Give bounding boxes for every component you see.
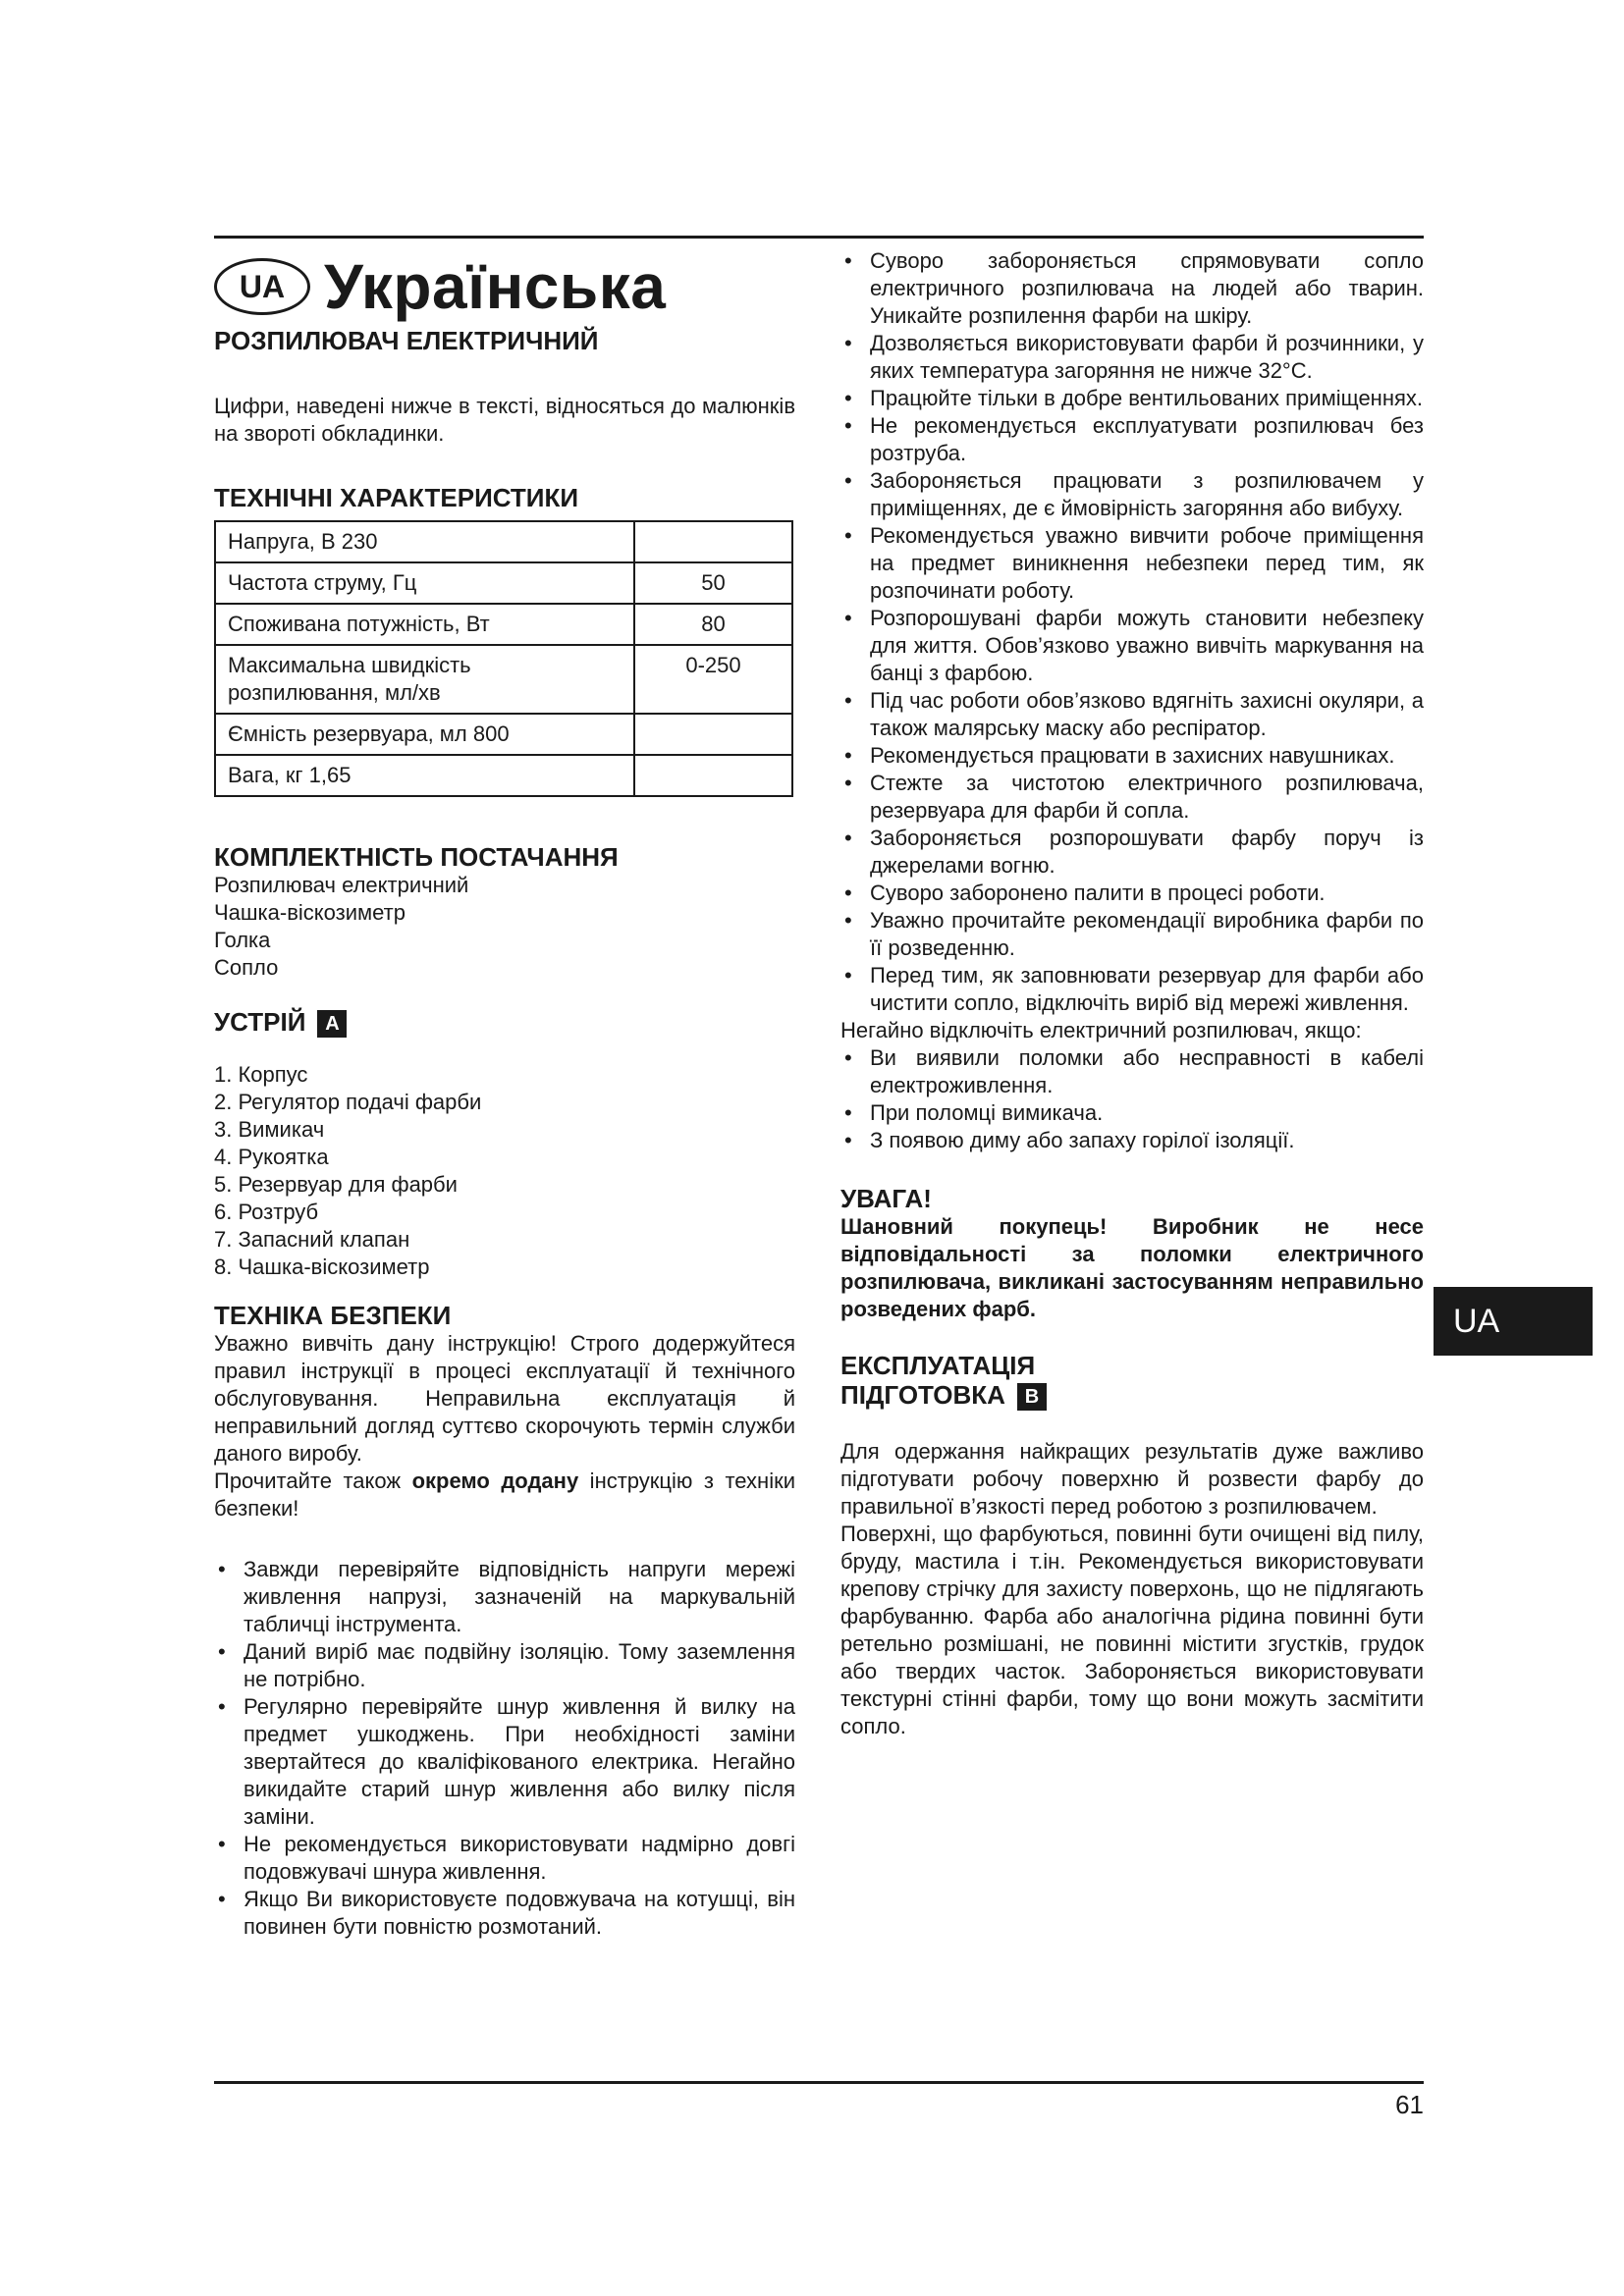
safety-text: Уважно вивчіть дану інструкцію! Строго додержуйтеся правил інструкції в процесі експлуатації й технічного обслуговування. Неправильна експлуатація й неправильний догляд суттєво скорочують термін служби даного виробу.	[214, 1331, 795, 1467]
list-item: Голка	[214, 928, 271, 952]
language-title	[214, 249, 795, 324]
delivery-heading: КОМПЛЕКТНІСТЬ ПОСТАЧАННЯ	[214, 842, 619, 872]
preparation-text: Для одержання найкращих результатів дуже важливо підготувати робочу поверхню й розвести фарбу до правильної в’язкості перед роботою з розпилювачем.	[840, 1439, 1424, 1520]
spec-label: Вага, кг 1,65	[215, 755, 634, 796]
spec-value	[634, 521, 792, 562]
list-item: • Суворо заборонено палити в процесі роботи.	[840, 880, 1424, 907]
list-item: 6. Розтруб	[214, 1200, 319, 1225]
safety-bullets-continued	[840, 247, 1424, 1017]
list-item: 7. Запасний клапан	[214, 1227, 410, 1253]
list-item: • Стежте за чистотою електричного розпилювача, резервуара для фарби й сопла.	[840, 770, 1424, 825]
disconnect-intro: Негайно відключіть електричний розпилювач, якщо:	[840, 1018, 1362, 1042]
list-item: Чашка-віскозиметр	[214, 900, 406, 925]
attention-text: Шановний покупець! Виробник не несе відповідальності за поломки електричного розпилювача, викликані застосуванням неправильно розведених фарб.	[840, 1214, 1424, 1321]
list-item: • Регулярно перевіряйте шнур живлення й вилку на предмет ушкоджень. При необхідності заміни звертайтеся до кваліфікованого електрика. Негайно викидайте старий шнур живлення або вилку після заміни.	[214, 1693, 795, 1831]
list-item: Розпилювач електричний	[214, 873, 469, 897]
device-heading	[214, 1007, 795, 1038]
device-heading-text: УСТРІЙ	[214, 1007, 306, 1037]
spec-label: Напруга, В 230	[215, 521, 634, 562]
language-name: Українська	[324, 251, 667, 322]
spec-label: Максимальна швидкість розпилювання, мл/хв	[215, 645, 634, 714]
safety-note	[214, 1468, 795, 1522]
list-item: Сопло	[214, 955, 279, 980]
language-badge: UA	[214, 258, 310, 315]
right-column	[840, 247, 1424, 1740]
safety-heading: ТЕХНІКА БЕЗПЕКИ	[214, 1301, 452, 1331]
figure-a-label: A	[317, 1010, 347, 1038]
safety-note-end: інструкцію з техніки безпеки!	[214, 1468, 795, 1522]
list-item: • Розпорошувані фарби можуть становити небезпеку для життя. Обов’язково уважно вивчіть маркування на банці з фарбою.	[840, 605, 1424, 687]
list-item: 3. Вимикач	[214, 1117, 325, 1143]
specs-heading: ТЕХНІЧНІ ХАРАКТЕРИСТИКИ	[214, 483, 579, 512]
table-row	[215, 755, 792, 796]
surface-text: Поверхні, що фарбуються, повинні бути очищені від пилу, бруду, мастила і т.ін. Рекомендується використовувати крепову стрічку для захисту поверхонь, що не підлягають фарбуванню. Фарба або аналогічна рідина повинні бути ретельно розмішані, не повинні містити згустків, грудок або твердих часток. Забороняється використовувати текстурні стінні фарби, тому що вони можуть засмітити сопло.	[840, 1522, 1424, 1739]
list-item: • З появою диму або запаху горілої ізоляції.	[840, 1127, 1424, 1154]
list-item: • Завжди перевіряйте відповідність напруги мережі живлення напрузі, зазначеній на маркувальній табличці інструмента.	[214, 1556, 795, 1638]
list-item: • Суворо забороняється спрямовувати сопло електричного розпилювача на людей або тварин. Уникайте розпилення фарби на шкіру.	[840, 247, 1424, 330]
list-item: • Не рекомендується експлуатувати розпилювач без розтруба.	[840, 412, 1424, 467]
list-item: • Забороняється розпорошувати фарбу поруч із джерелами вогню.	[840, 825, 1424, 880]
list-item: • Уважно прочитайте рекомендації виробника фарби по її розведенню.	[840, 907, 1424, 962]
preparation-heading	[840, 1380, 1424, 1411]
attention-heading: УВАГА!	[840, 1184, 932, 1213]
list-item: • Не рекомендується використовувати надмірно довгі подовжувачі шнура живлення.	[214, 1831, 795, 1886]
device-parts-list	[214, 1061, 795, 1281]
language-side-tab: UA	[1434, 1287, 1593, 1356]
safety-note-start: Прочитайте також	[214, 1468, 412, 1494]
list-item: 2. Регулятор подачі фарби	[214, 1090, 482, 1115]
bottom-rule	[214, 2081, 1424, 2084]
specs-table	[214, 520, 793, 797]
list-item: • Рекомендується працювати в захисних навушниках.	[840, 742, 1424, 770]
spec-value	[634, 714, 792, 755]
operation-heading: ЕКСПЛУАТАЦІЯ	[840, 1351, 1036, 1380]
table-row	[215, 562, 792, 604]
list-item: • Під час роботи обов’язково вдягніть захисні окуляри, а також малярську маску або респіратор.	[840, 687, 1424, 742]
disconnect-bullets	[840, 1044, 1424, 1154]
table-row	[215, 521, 792, 562]
list-item: • Якщо Ви використовуєте подовжувача на котушці, він повинен бути повністю розмотаний.	[214, 1886, 795, 1941]
list-item: • Даний виріб має подвійну ізоляцію. Тому заземлення не потрібно.	[214, 1638, 795, 1693]
list-item: • Рекомендується уважно вивчити робоче приміщення на предмет виникнення небезпеки перед тим, як розпочинати роботу.	[840, 522, 1424, 605]
preparation-heading-text: ПІДГОТОВКА	[840, 1380, 1005, 1410]
list-item: • При поломці вимикача.	[840, 1099, 1424, 1127]
table-row	[215, 604, 792, 645]
figure-b-label: B	[1017, 1383, 1047, 1411]
safety-bullets	[214, 1556, 795, 1941]
list-item: 4. Рукоятка	[214, 1145, 329, 1170]
spec-label: Ємність резервуара, мл 800	[215, 714, 634, 755]
list-item: • Ви виявили поломки або несправності в кабелі електроживлення.	[840, 1044, 1424, 1099]
page-number: 61	[1395, 2090, 1424, 2119]
table-row	[215, 714, 792, 755]
left-column	[214, 247, 795, 1941]
intro-text: Цифри, наведені нижче в тексті, відносяться до малюнків на звороті обкладинки.	[214, 394, 795, 446]
top-rule	[214, 236, 1424, 239]
spec-label: Споживана потужність, Вт	[215, 604, 634, 645]
spec-value: 50	[634, 562, 792, 604]
delivery-list	[214, 872, 795, 982]
list-item: • Перед тим, як заповнювати резервуар для фарби або чистити сопло, відключіть виріб від мережі живлення.	[840, 962, 1424, 1017]
spec-value	[634, 755, 792, 796]
list-item: 1. Корпус	[214, 1062, 308, 1088]
spec-value: 80	[634, 604, 792, 645]
table-row	[215, 645, 792, 714]
spec-value: 0-250	[634, 645, 792, 714]
list-item: • Забороняється працювати з розпилювачем у приміщеннях, де є ймовірність загоряння або вибуху.	[840, 467, 1424, 522]
list-item: 8. Чашка-віскозиметр	[214, 1255, 430, 1280]
product-title: РОЗПИЛЮВАЧ ЕЛЕКТРИЧНИЙ	[214, 326, 599, 355]
list-item: • Працюйте тільки в добре вентильованих приміщеннях.	[840, 385, 1424, 412]
safety-note-bold: окремо додану	[411, 1468, 579, 1494]
list-item: 5. Резервуар для фарби	[214, 1172, 458, 1198]
list-item: • Дозволяється використовувати фарби й розчинники, у яких температура загоряння не нижче 32°С.	[840, 330, 1424, 385]
spec-label: Частота струму, Гц	[215, 562, 634, 604]
